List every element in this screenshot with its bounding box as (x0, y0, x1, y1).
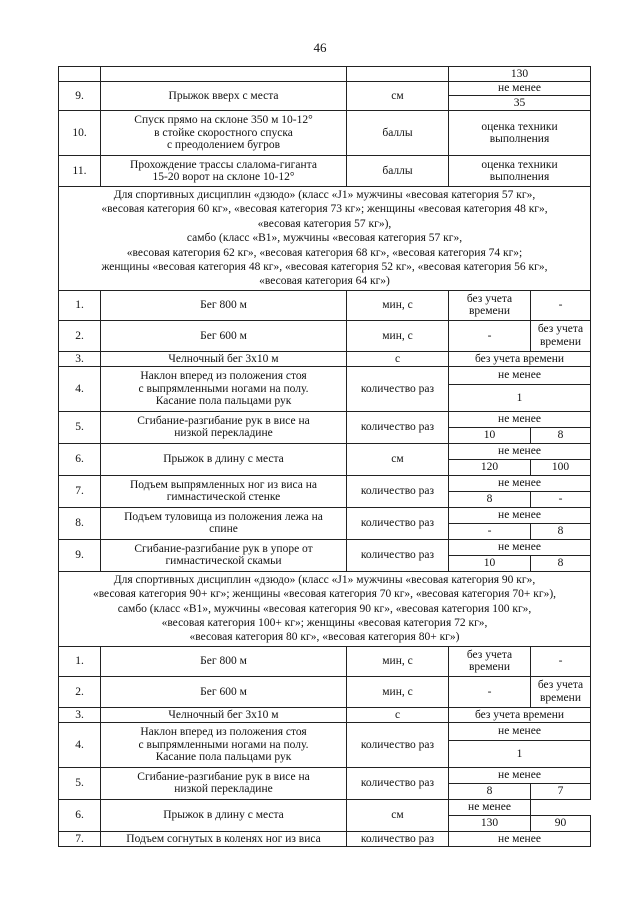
norm-header: не менее (449, 443, 591, 459)
norm-value: без учета времени (449, 351, 591, 366)
norm-value-1: 120 (449, 459, 531, 475)
unit: мин, с (347, 676, 449, 707)
table-row (59, 676, 591, 707)
unit (347, 67, 449, 82)
norm-value-1: 8 (449, 783, 531, 799)
exercise-name: Прыжок вверх с места (101, 82, 347, 111)
norm-value-1: 8 (449, 491, 531, 507)
section-header (59, 571, 591, 646)
exercise-name: Сгибание-разгибание рук в висе на низкой перекладине (101, 767, 347, 799)
row-number: 5. (59, 411, 101, 443)
unit: с (347, 707, 449, 722)
row-number: 4. (59, 366, 101, 411)
norm-value: 1 (449, 740, 591, 767)
unit: количество раз (347, 767, 449, 799)
norm-value-1: - (449, 523, 531, 539)
norm-value: оценка техники выполнения (449, 111, 591, 156)
norm-header: не менее (449, 411, 591, 427)
section-title: Для спортивных дисциплин «дзюдо» (класс «J1» мужчины «весовая категория 57 кг», «весовая категория 60 кг», «весовая категория 73 кг»; женщины «весовая категория 48 кг», «весовая категория 57 кг»), самбо (класс «В1», мужчины «весовая категория 57 кг», «весовая категория 62 кг», «весовая категория 68 кг», «весовая категория 74 кг»; женщины «весовая категория 48 кг», «весовая категория 52 кг», «весовая категория 56 кг», «весовая категория 64 кг») (59, 187, 591, 291)
table-row (59, 82, 591, 96)
exercise-name: Сгибание-разгибание рук в упоре от гимнастической скамьи (101, 539, 347, 571)
unit: баллы (347, 156, 449, 187)
exercise-name: Подъем выпрямленных ног из виса на гимнастической стенке (101, 475, 347, 507)
table-row (59, 646, 591, 676)
row-number: 7. (59, 475, 101, 507)
exercise-name: Прыжок в длину с места (101, 443, 347, 475)
unit: с (347, 351, 449, 366)
norm-value-1: 10 (449, 427, 531, 443)
norm-value-2: 100 (531, 459, 591, 475)
table-row (59, 290, 591, 320)
unit: мин, с (347, 320, 449, 351)
row-number: 3. (59, 351, 101, 366)
norm-value-2: 7 (531, 783, 591, 799)
table-row (59, 722, 591, 740)
norm-value-2: без учета времени (531, 676, 591, 707)
table-row (59, 507, 591, 523)
row-number: 7. (59, 831, 101, 846)
row-number: 3. (59, 707, 101, 722)
section-header (59, 187, 591, 291)
norm-value: оценка техники выполнения (449, 156, 591, 187)
table-row (59, 443, 591, 459)
unit: баллы (347, 111, 449, 156)
exercise-name (101, 67, 347, 82)
norm-value-1: 10 (449, 555, 531, 571)
norm-value-1: без учета времени (449, 646, 531, 676)
norm-value-2: 90 (531, 815, 591, 831)
exercise-name: Наклон вперед из положения стоя с выпрямленными ногами на полу. Касание пола пальцами рук (101, 366, 347, 411)
section-title: Для спортивных дисциплин «дзюдо» (класс «J1» мужчины «весовая категория 90 кг», «весовая категория 90+ кг»; женщины «весовая категория 70 кг», «весовая категория 70+ кг»), самбо (класс «В1», мужчины «весовая категория 90 кг», «весовая категория 100 кг», «весовая категория 100+ кг»; женщины «весовая категория 72 кг», «весовая категория 80 кг», «весовая категория 80+ кг») (59, 571, 591, 646)
row-number (59, 67, 101, 82)
row-number: 8. (59, 507, 101, 539)
norm-value: 1 (449, 384, 591, 411)
exercise-name: Сгибание-разгибание рук в висе на низкой перекладине (101, 411, 347, 443)
exercise-name: Прыжок в длину с места (101, 799, 347, 831)
row-number: 5. (59, 767, 101, 799)
table-row (59, 475, 591, 491)
row-number: 10. (59, 111, 101, 156)
norm-header: не менее (449, 475, 591, 491)
norm-value-2: - (531, 646, 591, 676)
row-number: 6. (59, 443, 101, 475)
table-row (59, 411, 591, 427)
norm-value-1: без учета времени (449, 290, 531, 320)
unit: см (347, 799, 449, 831)
norm-value-2: без учета времени (531, 320, 591, 351)
norm-value-2: 8 (531, 555, 591, 571)
norm-value: без учета времени (449, 707, 591, 722)
norm-header: не менее (449, 366, 591, 384)
norm-value: 35 (449, 96, 591, 111)
unit: мин, с (347, 290, 449, 320)
norm-header: не менее (449, 507, 591, 523)
table-row (59, 320, 591, 351)
exercise-name: Челночный бег 3х10 м (101, 351, 347, 366)
row-number: 6. (59, 799, 101, 831)
row-number: 2. (59, 320, 101, 351)
exercise-name: Бег 800 м (101, 290, 347, 320)
table-row (59, 767, 591, 783)
norm-value-1: - (449, 320, 531, 351)
table-row (59, 831, 591, 846)
standards-table (58, 66, 591, 847)
table-row (59, 67, 591, 82)
row-number: 9. (59, 539, 101, 571)
unit: количество раз (347, 539, 449, 571)
norm-header: не менее (449, 722, 591, 740)
norm-value-1: - (449, 676, 531, 707)
table-row (59, 799, 591, 815)
unit: см (347, 443, 449, 475)
unit: количество раз (347, 507, 449, 539)
norm-header: не менее (449, 767, 591, 783)
exercise-name: Бег 800 м (101, 646, 347, 676)
exercise-name: Бег 600 м (101, 676, 347, 707)
table-row (59, 366, 591, 384)
norm-value: 130 (449, 67, 591, 82)
exercise-name: Подъем туловища из положения лежа на спине (101, 507, 347, 539)
row-number: 1. (59, 290, 101, 320)
row-number: 9. (59, 82, 101, 111)
row-number: 1. (59, 646, 101, 676)
norm-value-2: 8 (531, 523, 591, 539)
exercise-name: Подъем согнутых в коленях ног из виса (101, 831, 347, 846)
table-row (59, 351, 591, 366)
exercise-name: Спуск прямо на склоне 350 м 10-12° в стойке скоростного спуска с преодолением бугров (101, 111, 347, 156)
table-row (59, 111, 591, 156)
page-number: 46 (313, 40, 327, 55)
unit: количество раз (347, 831, 449, 846)
unit: количество раз (347, 722, 449, 767)
exercise-name: Наклон вперед из положения стоя с выпрямленными ногами на полу. Касание пола пальцами рук (101, 722, 347, 767)
norm-value-2: - (531, 491, 591, 507)
norm-value-2: 8 (531, 427, 591, 443)
row-number: 2. (59, 676, 101, 707)
norm-header: не менее (449, 799, 531, 815)
unit: количество раз (347, 366, 449, 411)
table-row (59, 156, 591, 187)
unit: количество раз (347, 411, 449, 443)
unit: количество раз (347, 475, 449, 507)
norm-header: не менее (449, 539, 591, 555)
table-row (59, 539, 591, 555)
norm-value-1: 130 (449, 815, 531, 831)
exercise-name: Челночный бег 3х10 м (101, 707, 347, 722)
row-number: 11. (59, 156, 101, 187)
exercise-name: Прохождение трассы слалома-гиганта 15-20 ворот на склоне 10-12° (101, 156, 347, 187)
row-number: 4. (59, 722, 101, 767)
norm-value: не менее (449, 831, 591, 846)
norm-value-2: - (531, 290, 591, 320)
unit: см (347, 82, 449, 111)
unit: мин, с (347, 646, 449, 676)
exercise-name: Бег 600 м (101, 320, 347, 351)
norm-header: не менее (449, 82, 591, 96)
empty-cell (531, 799, 591, 815)
table-row (59, 707, 591, 722)
